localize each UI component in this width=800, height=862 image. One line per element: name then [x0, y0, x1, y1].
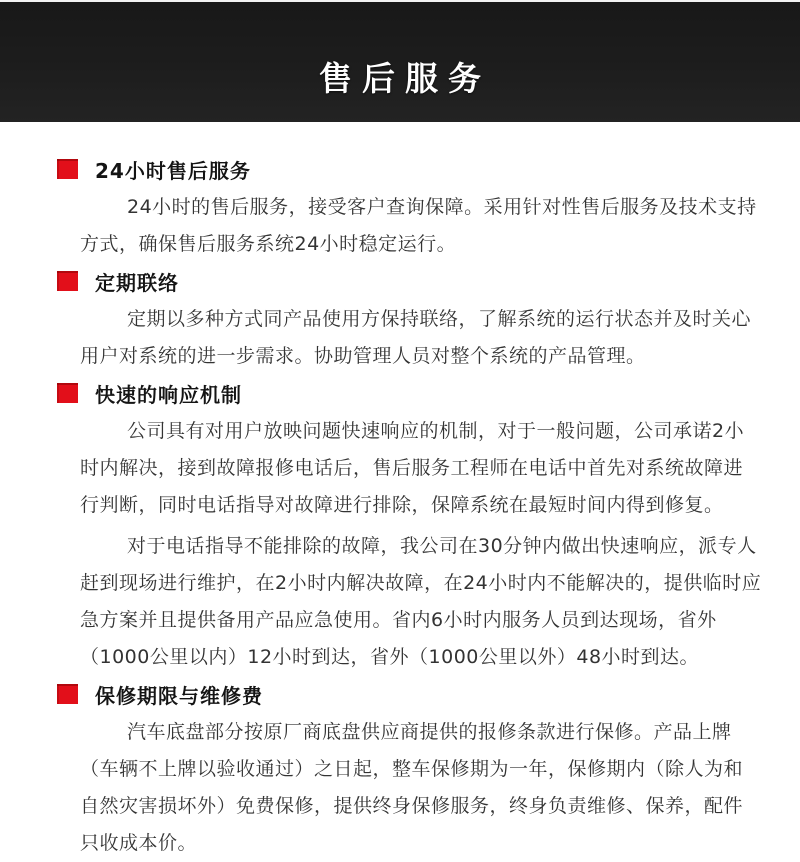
section-paragraph: 定期以多种方式同产品使用方保持联络，了解系统的运行状态并及时关心用户对系统的进一步需求。协助管理人员对整个系统的产品管理。	[80, 308, 752, 367]
section-header	[57, 381, 800, 405]
service-section	[0, 682, 800, 862]
section-paragraph: 对于电话指导不能排除的故障，我公司在30分钟内做出快速响应，派专人赶到现场进行维护，在2小时内解决故障，在24小时内不能解决的，提供临时应急方案并且提供备用产品应急使用。省内6小时内服务人员到达现场，省外（1000公里以内）12小时到达，省外（1000公里以外）48小时到达。	[80, 535, 762, 668]
section-heading: 定期联络	[95, 270, 179, 295]
service-section	[0, 157, 800, 263]
service-section	[0, 381, 800, 676]
section-heading: 24小时售后服务	[95, 158, 251, 183]
section-paragraph: 公司具有对用户放映问题快速响应的机制，对于一般问题，公司承诺2小时内解决，接到故障报修电话后，售后服务工程师在电话中首先对系统故障进行判断，同时电话指导对故障进行排除，保障系统在最短时间内得到修复。	[80, 420, 745, 516]
red-square-bullet	[57, 159, 78, 179]
section-header	[57, 682, 800, 706]
section-heading: 快速的响应机制	[95, 382, 242, 407]
page-title: 售后服务	[319, 58, 491, 98]
header-banner	[0, 0, 800, 122]
section-paragraph: 24小时的售后服务，接受客户查询保障。采用针对性售后服务及技术支持方式，确保售后服务系统24小时稳定运行。	[80, 196, 757, 255]
red-square-bullet	[57, 271, 78, 291]
section-header	[57, 157, 800, 181]
section-header	[57, 269, 800, 293]
red-square-bullet	[57, 383, 78, 403]
content-area	[0, 122, 800, 862]
section-paragraph: 汽车底盘部分按原厂商底盘供应商提供的报修条款进行保修。产品上牌（车辆不上牌以验收通过）之日起，整车保修期为一年，保修期内（除人为和自然灾害损坏外）免费保修，提供终身保修服务，终身负责维修、保养，配件只收成本价。	[80, 721, 744, 854]
section-heading: 保修期限与维修费	[95, 683, 263, 708]
service-section	[0, 269, 800, 375]
red-square-bullet	[57, 684, 78, 704]
